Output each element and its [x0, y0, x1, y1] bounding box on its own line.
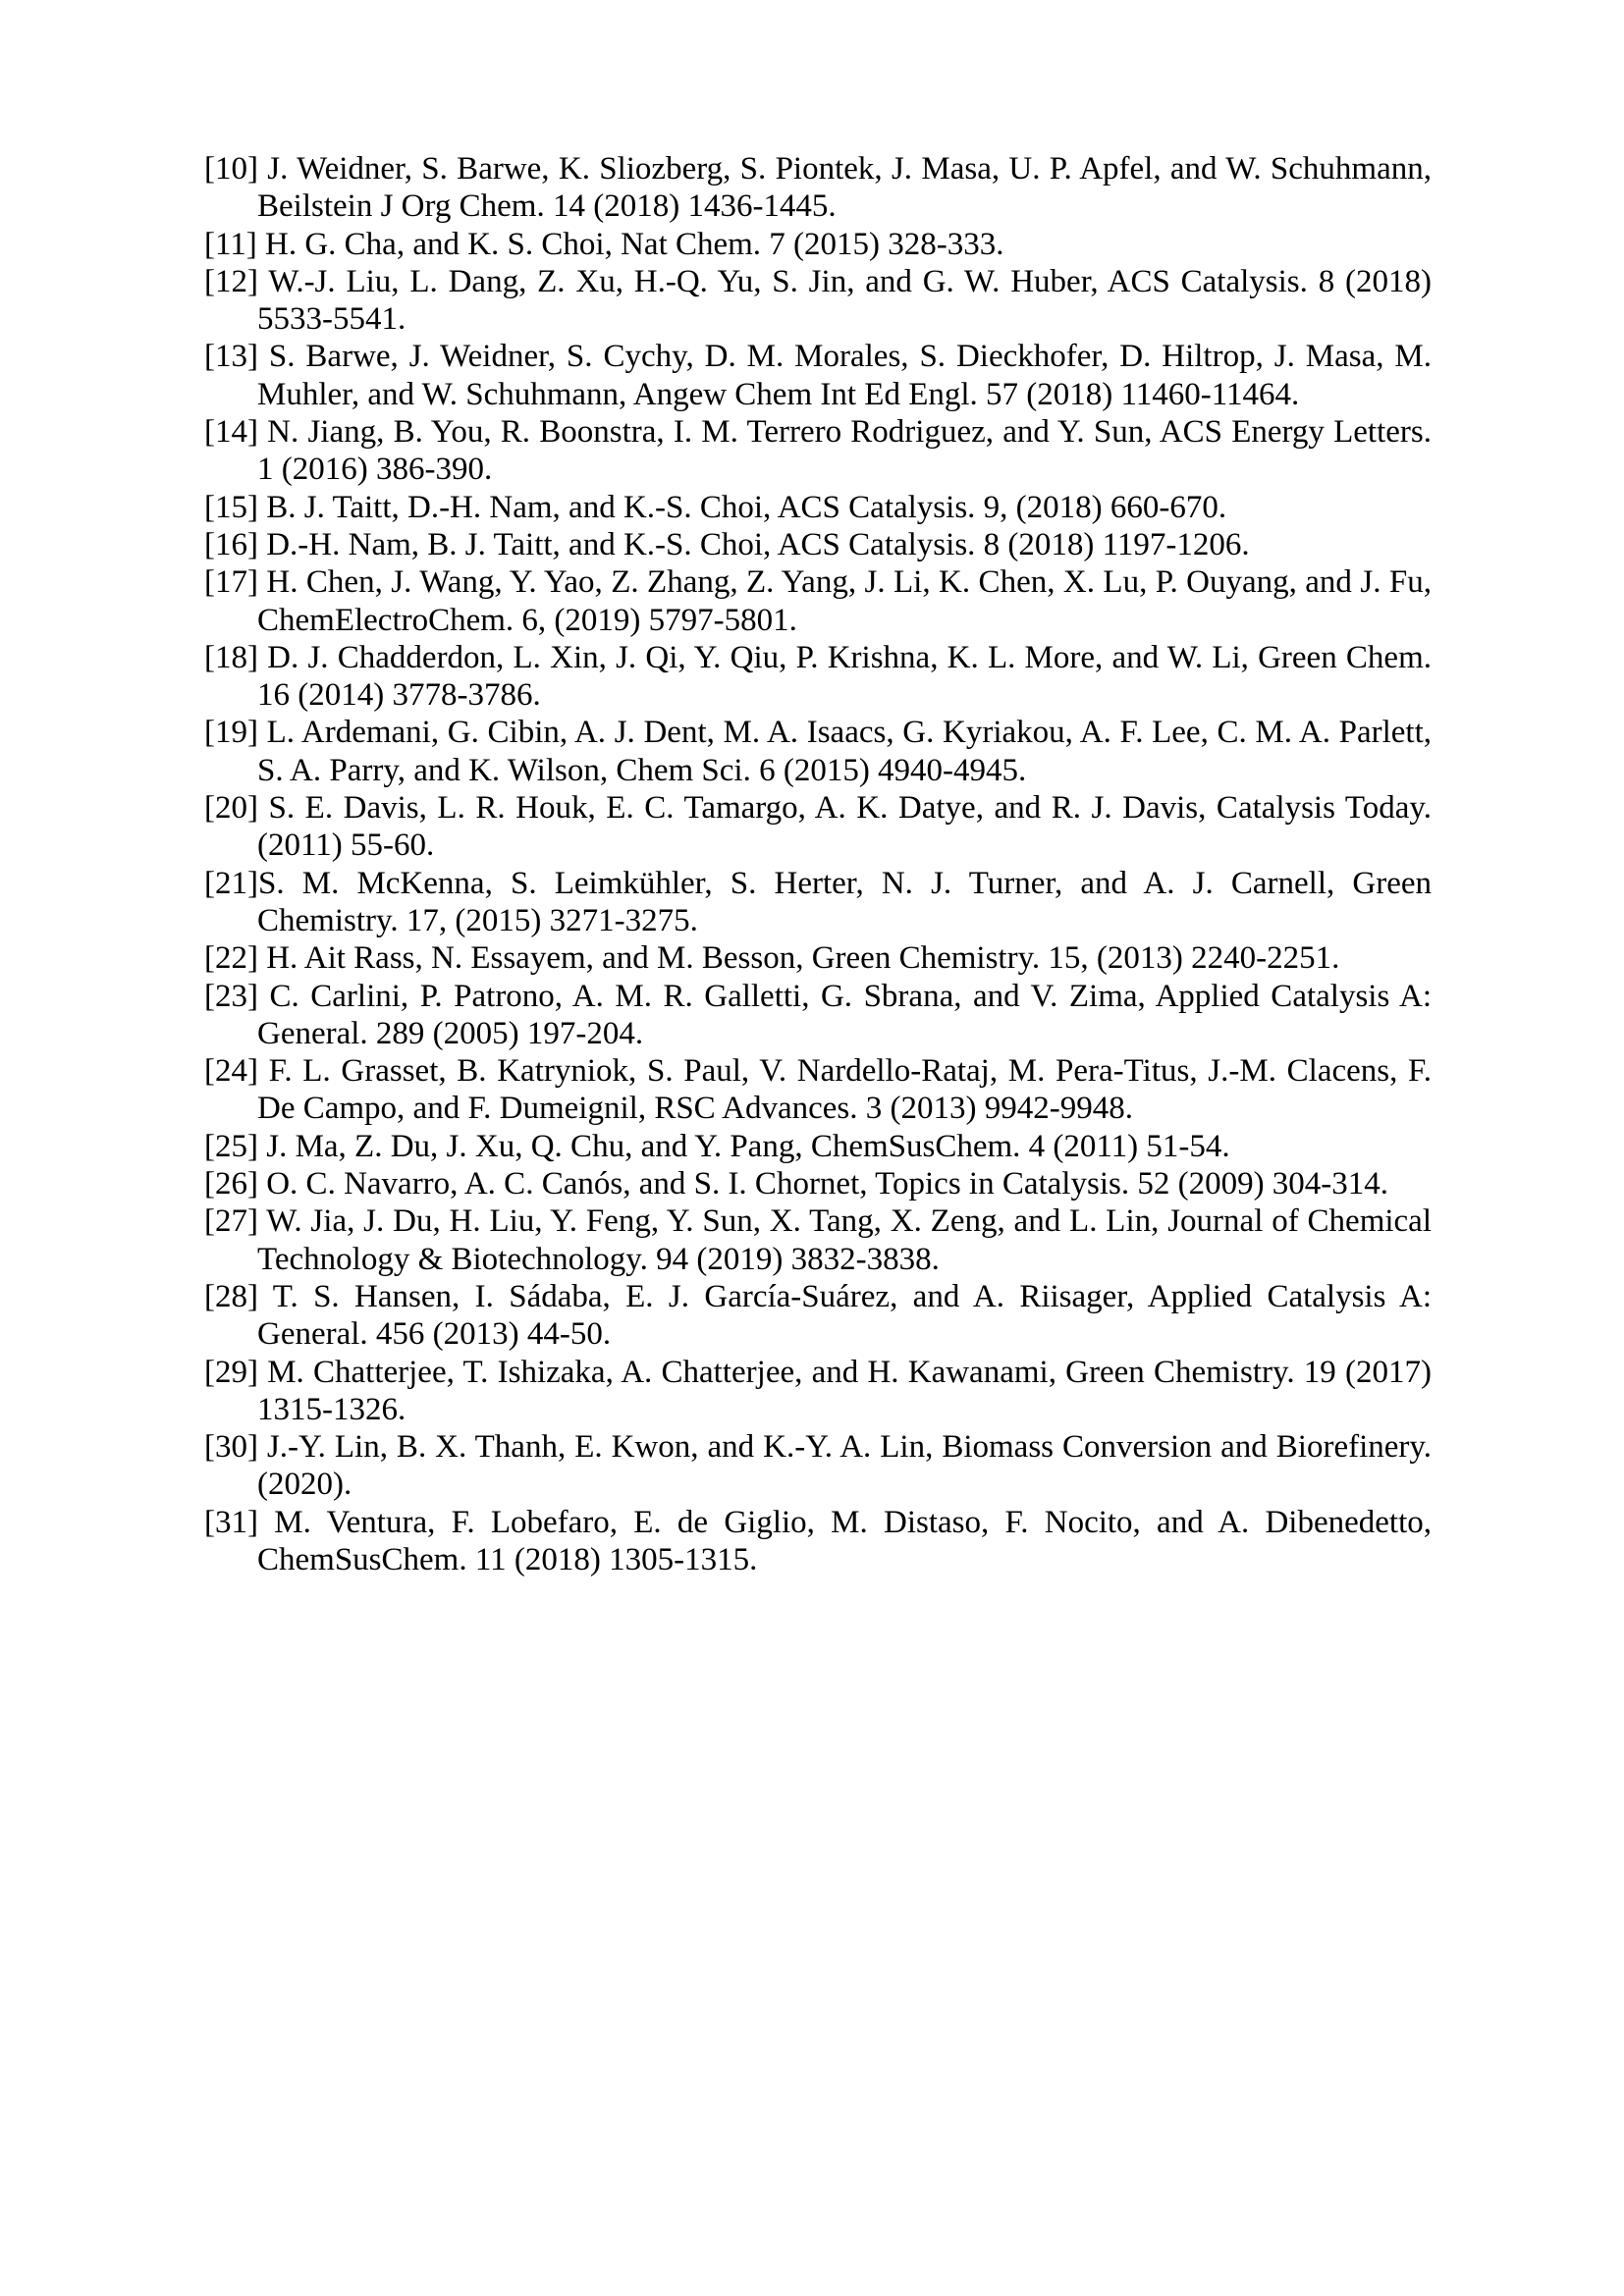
- reference-entry: [204, 150, 1432, 226]
- reference-entry: [204, 639, 1432, 715]
- reference-entry: [204, 978, 1432, 1053]
- reference-citation: [16] D.-H. Nam, B. J. Taitt, and K.-S. Choi, ACS Catalysis. 8 (2018) 1197-1206.: [204, 526, 1250, 562]
- reference-citation: [21]S. M. McKenna, S. Leimkühler, S. Herter, N. J. Turner, and A. J. Carnell, Green Chemistry. 17, (2015) 3271-3275.: [204, 865, 1432, 938]
- reference-citation: [27] W. Jia, J. Du, H. Liu, Y. Feng, Y. Sun, X. Tang, X. Zeng, and L. Lin, Journal of Chemical Technology & Biotechnology. 94 (2019) 3832-3838.: [204, 1203, 1432, 1277]
- reference-entry: [204, 1278, 1432, 1354]
- reference-entry: [204, 714, 1432, 789]
- reference-entry: [204, 338, 1432, 413]
- reference-citation: [14] N. Jiang, B. You, R. Boonstra, I. M. Terrero Rodriguez, and Y. Sun, ACS Energy Letters. 1 (2016) 386-390.: [204, 414, 1432, 488]
- reference-citation: [13] S. Barwe, J. Weidner, S. Cychy, D. M. Morales, S. Dieckhofer, D. Hiltrop, J. Masa, M. Muhler, and W. Schuhmann, Angew Chem Int Ed Engl. 57 (2018) 11460-11464.: [204, 339, 1432, 412]
- reference-citation: [12] W.-J. Liu, L. Dang, Z. Xu, H.-Q. Yu, S. Jin, and G. W. Huber, ACS Catalysis. 8 (2018) 5533-5541.: [204, 263, 1432, 338]
- reference-entry: [204, 865, 1432, 940]
- reference-citation: [24] F. L. Grasset, B. Katryniok, S. Paul, V. Nardello-Rataj, M. Pera-Titus, J.-M. Clacens, F. De Campo, and F. Dumeignil, RSC Advances. 3 (2013) 9942-9948.: [204, 1053, 1432, 1127]
- reference-entry: [204, 1165, 1432, 1202]
- reference-entry: [204, 1128, 1432, 1165]
- reference-citation: [23] C. Carlini, P. Patrono, A. M. R. Galletti, G. Sbrana, and V. Zima, Applied Catalysis A: General. 289 (2005) 197-204.: [204, 978, 1432, 1051]
- reference-citation: [11] H. G. Cha, and K. S. Choi, Nat Chem. 7 (2015) 328-333.: [204, 226, 1004, 262]
- reference-citation: [30] J.-Y. Lin, B. X. Thanh, E. Kwon, and K.-Y. A. Lin, Biomass Conversion and Biorefinery. (2020).: [204, 1429, 1432, 1503]
- reference-entry: [204, 1504, 1432, 1579]
- reference-entry: [204, 1428, 1432, 1504]
- reference-entry: [204, 413, 1432, 489]
- reference-citation: [29] M. Chatterjee, T. Ishizaka, A. Chatterjee, and H. Kawanami, Green Chemistry. 19 (2017) 1315-1326.: [204, 1354, 1432, 1427]
- reference-citation: [22] H. Ait Rass, N. Essayem, and M. Besson, Green Chemistry. 15, (2013) 2240-2251.: [204, 940, 1340, 977]
- reference-citation: [26] O. C. Navarro, A. C. Canós, and S. I. Chornet, Topics in Catalysis. 52 (2009) 304-314.: [204, 1166, 1389, 1202]
- reference-entry: [204, 489, 1432, 526]
- reference-entry: [204, 1354, 1432, 1429]
- reference-citation: [19] L. Ardemani, G. Cibin, A. J. Dent, M. A. Isaacs, G. Kyriakou, A. F. Lee, C. M. A. Parlett, S. A. Parry, and K. Wilson, Chem Sci. 6 (2015) 4940-4945.: [204, 715, 1432, 788]
- reference-citation: [10] J. Weidner, S. Barwe, K. Sliozberg, S. Piontek, J. Masa, U. P. Apfel, and W. Schuhmann, Beilstein J Org Chem. 14 (2018) 1436-1445.: [204, 151, 1432, 225]
- reference-citation: [15] B. J. Taitt, D.-H. Nam, and K.-S. Choi, ACS Catalysis. 9, (2018) 660-670.: [204, 489, 1227, 525]
- reference-citation: [25] J. Ma, Z. Du, J. Xu, Q. Chu, and Y. Pang, ChemSusChem. 4 (2011) 51-54.: [204, 1128, 1230, 1164]
- reference-citation: [18] D. J. Chadderdon, L. Xin, J. Qi, Y. Qiu, P. Krishna, K. L. More, and W. Li, Green Chem. 16 (2014) 3778-3786.: [204, 639, 1432, 714]
- reference-entry: [204, 263, 1432, 339]
- reference-citation: [17] H. Chen, J. Wang, Y. Yao, Z. Zhang, Z. Yang, J. Li, K. Chen, X. Lu, P. Ouyang, and J. Fu, ChemElectroChem. 6, (2019) 5797-5801.: [204, 564, 1432, 638]
- reference-citation: [20] S. E. Davis, L. R. Houk, E. C. Tamargo, A. K. Datye, and R. J. Davis, Catalysis Today. (2011) 55-60.: [204, 790, 1432, 864]
- reference-entry: [204, 939, 1432, 977]
- reference-entry: [204, 526, 1432, 563]
- reference-entry: [204, 789, 1432, 865]
- reference-citation: [28] T. S. Hansen, I. Sádaba, E. J. García-Suárez, and A. Riisager, Applied Catalysis A: General. 456 (2013) 44-50.: [204, 1278, 1432, 1353]
- reference-list: [204, 150, 1432, 1578]
- reference-entry: [204, 1052, 1432, 1128]
- reference-entry: [204, 563, 1432, 639]
- reference-entry: [204, 226, 1432, 263]
- reference-entry: [204, 1202, 1432, 1278]
- reference-citation: [31] M. Ventura, F. Lobefaro, E. de Giglio, M. Distaso, F. Nocito, and A. Dibenedetto, ChemSusChem. 11 (2018) 1305-1315.: [204, 1504, 1432, 1577]
